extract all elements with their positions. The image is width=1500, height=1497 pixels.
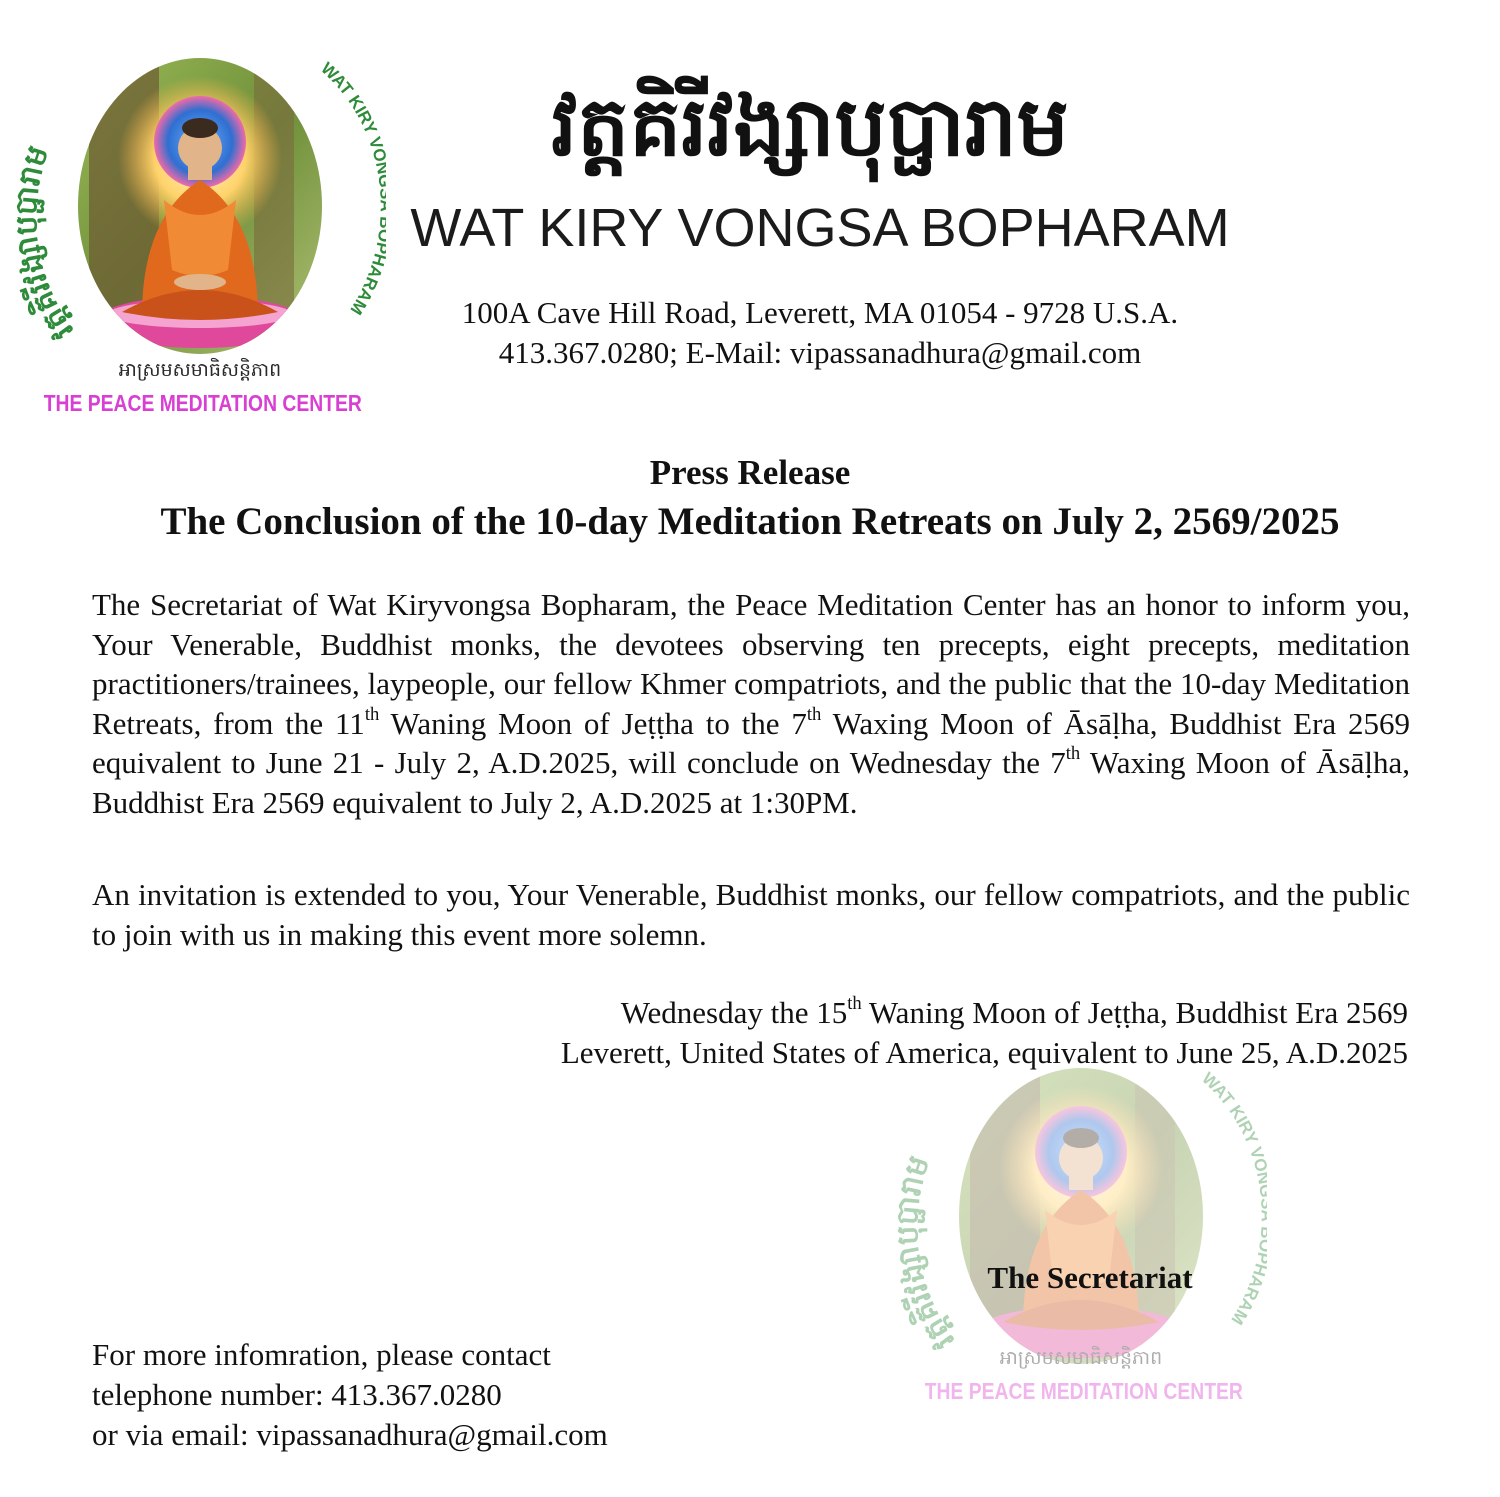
headline: The Conclusion of the 10-day Meditation Retreats on July 2, 2569/2025 <box>160 500 1340 543</box>
temple-name-english: WAT KIRY VONGSA BOPHARAM <box>410 198 1230 258</box>
press-release-label: Press Release <box>649 453 851 492</box>
temple-emblem-graphic <box>14 30 386 360</box>
temple-contact: 413.367.0280; E-Mail: vipassanadhura@gmail.com <box>498 335 1142 370</box>
body-paragraph-1: The Secretariat of Wat Kiryvongsa Bopharam, the Peace Meditation Center has an honor to inform you, Your Venerable, Buddhist monks, the devotees observing ten precepts, eight precepts, meditation practitioners/trainees, laypeople, our fellow Khmer compatriots, and the public that the 10-day Meditation Retreats, from the 11th Waning Moon of Jeṭṭha to the 7th Waxing Moon of Āsāḷha, Buddhist Era 2569 equivalent to June 21 - July 2, A.D.2025, will conclude on Wednesday the 7th Waxing Moon of Āsāḷha, Buddhist Era 2569 equivalent to July 2, A.D.2025 at 1:30PM. <box>92 587 1410 820</box>
watermark-ring-khmer: វត្តគិរីវង្សាបុប្ផារាម <box>895 1151 962 1357</box>
logo-ring-english: WAT KIRY V ARAM <box>317 58 386 319</box>
watermark-emblem-graphic <box>895 1040 1267 1370</box>
footer-email: or via email: vipassanadhura@gmail.com <box>92 1417 608 1452</box>
footer-phone: telephone number: 413.367.0280 <box>92 1377 502 1412</box>
footer-line-1: For more infomration, please contact <box>92 1337 551 1372</box>
logo-caption-khmer: អាស្រមសមាធិសន្តិភាព <box>118 359 282 381</box>
body-paragraph-2: An invitation is extended to you, Your Venerable, Buddhist monks, our fellow compatriots, and the public to join with us in making this event more solemn. <box>92 877 1410 952</box>
watermark-caption-english: THE PEACE MEDITATION CENTER <box>924 1378 1243 1404</box>
temple-logo <box>14 30 386 422</box>
dateline-location: Leverett, United States of America, equivalent to June 25, A.D.2025 <box>560 1035 1408 1070</box>
temple-name-khmer: វត្តគិរីវង្សាបុប្ផារាម <box>551 80 1069 175</box>
temple-address: 100A Cave Hill Road, Leverett, MA 01054 - 9728 U.S.A. <box>461 295 1179 330</box>
watermark-caption-khmer: អាស្រមសមាធិសន្តិភាព <box>999 1347 1163 1369</box>
logo-ring-khmer: វត្តគិរីវង្សាបុប្ផារាម <box>14 141 81 347</box>
dateline-lunar: Wednesday the 15th Waning Moon of Jeṭṭha, Buddhist Era 2569 <box>620 993 1408 1030</box>
logo-caption-english: THE PEACE MEDITATION CENTER <box>43 390 362 416</box>
watermark-ring-english: WAT KIRY V ARAM <box>1198 1068 1267 1329</box>
watermark-logo <box>895 1040 1267 1432</box>
signature: The Secretariat <box>987 1260 1193 1295</box>
